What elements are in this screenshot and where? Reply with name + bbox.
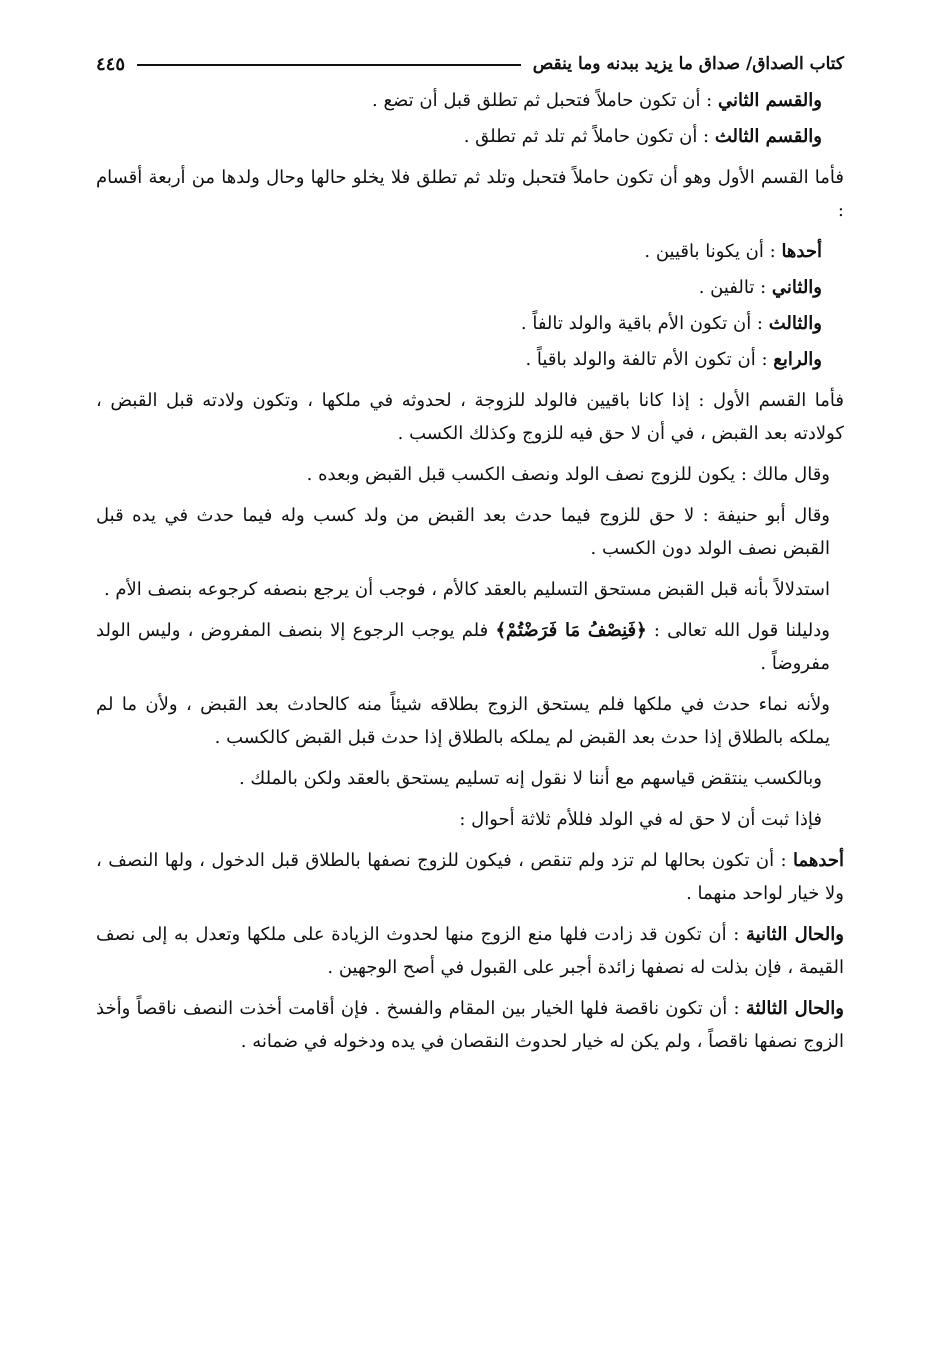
- paragraph-label: والثالث: [768, 313, 822, 334]
- header-rule: [137, 64, 521, 66]
- paragraph-label: والقسم الثالث: [714, 126, 822, 147]
- paragraph-argument: [96, 573, 844, 606]
- paragraph-label: والرابع: [773, 349, 822, 370]
- list-item-third: [96, 307, 844, 340]
- paragraph-earnings-rebuttal: [96, 762, 844, 795]
- paragraph-state-two: [96, 918, 844, 984]
- paragraph-text: : أن تكون الأم باقية والولد تالفاً .: [520, 313, 763, 334]
- paragraph-text: فإذا ثبت أن لا حق له في الولد فللأم ثلاثة أحوال :: [459, 809, 822, 830]
- paragraph-text: فأما القسم الأول وهو أن تكون حاملاً فتحبل وتلد ثم تطلق فلا يخلو حالها وحال ولدها من أربعة أقسام :: [96, 167, 844, 221]
- paragraph-text: : أن تكون حاملاً ثم تلد ثم تطلق .: [463, 126, 710, 147]
- running-header: [96, 44, 844, 84]
- paragraph-text: وقال أبو حنيفة : لا حق للزوج فيما حدث بعد القبض من ولد كسب وله فيما حدث في يده قبل القبض نصف الولد دون الكسب .: [96, 505, 830, 559]
- list-item-first: [96, 235, 844, 268]
- book-page: [96, 44, 844, 1066]
- paragraph-abu-hanifa-opinion: [96, 499, 844, 565]
- paragraph-first-division-intro: [96, 161, 844, 227]
- paragraph-text: : تالفين .: [698, 277, 767, 298]
- paragraph-label: والحال الثالثة: [745, 998, 844, 1019]
- quran-quote: ﴿فَنِصْفُ مَا فَرَضْتُمْ﴾: [495, 620, 647, 641]
- paragraph-text: وبالكسب ينتقض قياسهم مع أننا لا نقول إنه تسليم يستحق بالعقد ولكن بالملك .: [238, 768, 822, 789]
- paragraph-text: : أن تكون ناقصة فلها الخيار بين المقام والفسخ . فإن أقامت أخذت النصف ناقصاً وأخذ الزوج نصفها ناقصاً ، ولم يكن له خيار لحدوث النقصان في يده ودخوله في ضمانه .: [96, 998, 844, 1052]
- list-item-fourth: [96, 343, 844, 376]
- paragraph-text: : أن يكونا باقيين .: [644, 241, 776, 262]
- paragraph-label: أحدهما: [793, 850, 844, 871]
- list-item-second: [96, 271, 844, 304]
- paragraph-text-before: ودليلنا قول الله تعالى :: [646, 620, 830, 641]
- paragraph-mother-states: [96, 803, 844, 836]
- paragraph-text: استدلالاً بأنه قبل القبض مستحق التسليم بالعقد كالأم ، فوجب أن يرجع بنصفه كرجوعه بنصف الأم .: [103, 579, 830, 600]
- paragraph-growth-reasoning: [96, 688, 844, 754]
- page-number: ٤٤٥: [96, 53, 126, 75]
- paragraph-evidence: [96, 614, 844, 680]
- paragraph-text: فأما القسم الأول : إذا كانا باقيين فالولد للزوجة ، لحدوثه في ملكها ، وتكون ولادته قبل القبض ، كولادته بعد القبض ، في أن لا حق فيه للزوج وكذلك الكسب .: [96, 390, 844, 444]
- paragraph-text: : أن تكون الأم تالفة والولد باقياً .: [525, 349, 768, 370]
- paragraph-state-three: [96, 992, 844, 1058]
- paragraph-text: ولأنه نماء حدث في ملكها فلم يستحق الزوج بطلاقه شيئاً منه كالحادث بعد القبض ، ولأن ما لم يملكه بالطلاق إذا حدث بعد القبض لم يملكه بالطلاق إذا حدث قبل القبض كالكسب .: [96, 694, 830, 748]
- paragraph-label: والثاني: [771, 277, 822, 298]
- paragraph-text-after: فلم يوجب الرجوع إلا بنصف المفروض ، وليس الولد مفروضاً .: [96, 620, 830, 674]
- paragraph-label: أحدها: [781, 241, 822, 262]
- running-title: كتاب الصداق/ صداق ما يزيد ببدنه وما ينقص: [532, 54, 844, 74]
- paragraph-text: : أن تكون حاملاً فتحبل ثم تطلق قبل أن تضع .: [372, 90, 713, 111]
- paragraph-text: : أن تكون قد زادت فلها منع الزوج منها لحدوث الزيادة على ملكها وتعدل به إلى نصف القيمة ، فإن بذلت له نصفها زائدة أجبر على القبول في أصح الوجهين .: [96, 924, 844, 978]
- page-body: [96, 84, 844, 1058]
- paragraph-text: : أن تكون بحالها لم تزد ولم تنقص ، فيكون للزوج نصفها بالطلاق قبل الدخول ، ولها النصف ، ولا خيار لواحد منهما .: [96, 850, 844, 904]
- paragraph-text: وقال مالك : يكون للزوج نصف الولد ونصف الكسب قبل القبض وبعده .: [306, 464, 830, 485]
- paragraph-state-one: [96, 844, 844, 910]
- paragraph-malik-opinion: [96, 458, 844, 491]
- paragraph-division-two: [96, 84, 844, 117]
- paragraph-first-division-ruling: [96, 384, 844, 450]
- paragraph-label: والحال الثانية: [745, 924, 844, 945]
- paragraph-division-three: [96, 120, 844, 153]
- paragraph-label: والقسم الثاني: [717, 90, 822, 111]
